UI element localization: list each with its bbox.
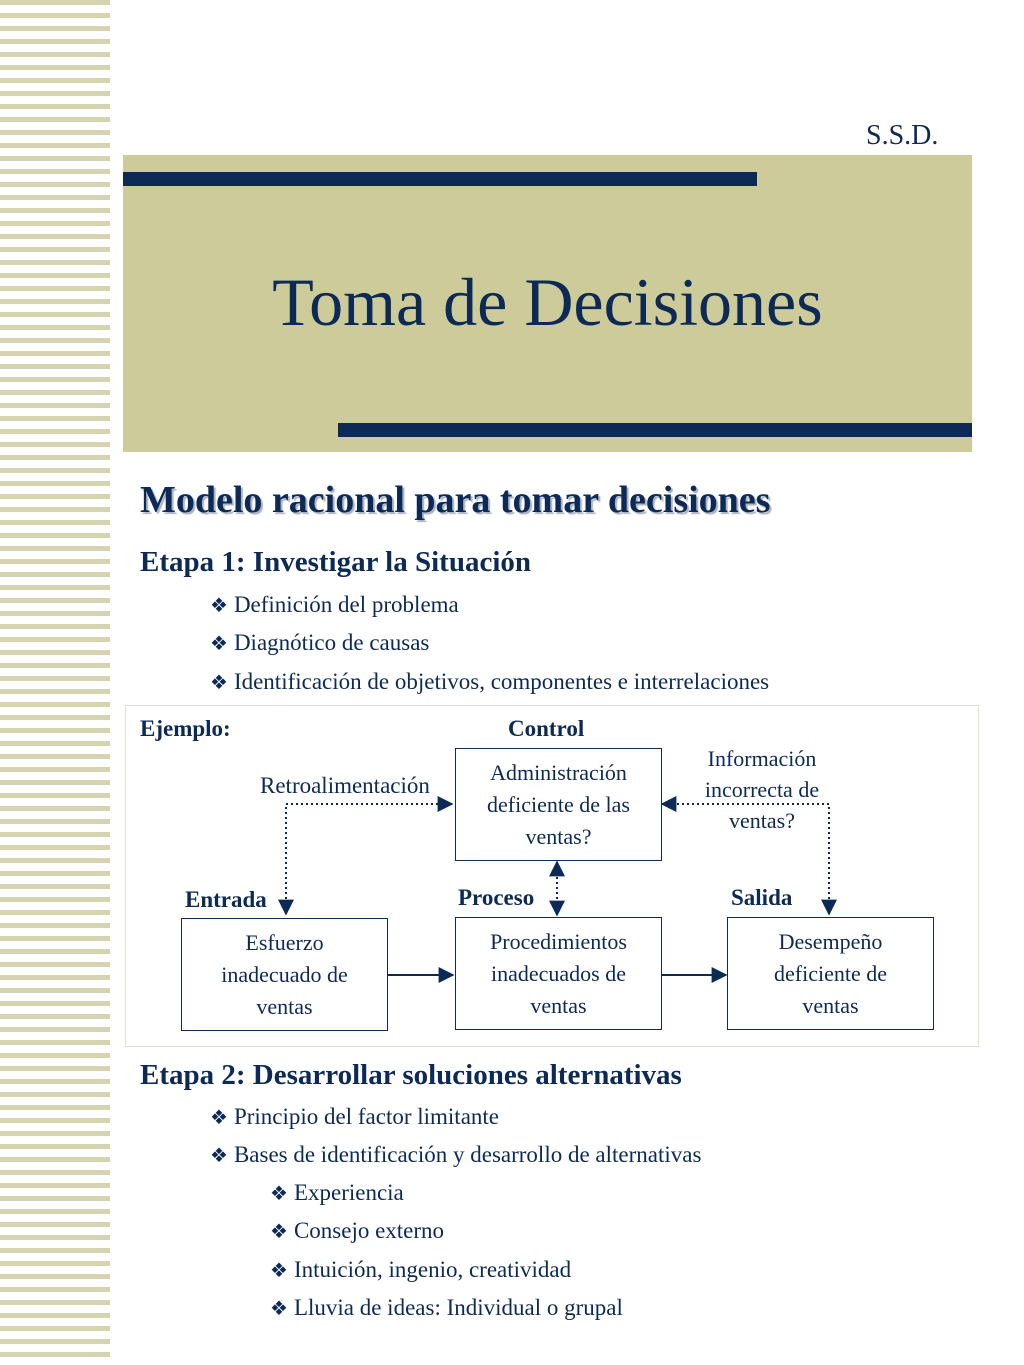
diamond-bullet-icon: ❖ [210, 672, 228, 694]
list-item: ❖ Bases de identificación y desarrollo de alternativas [210, 1142, 702, 1167]
sub-list-item: ❖ Intuición, ingenio, creatividad [270, 1257, 572, 1282]
sub-list-item: ❖ Consejo externo [270, 1218, 445, 1243]
diamond-bullet-icon: ❖ [210, 1145, 228, 1167]
stage1-title: Etapa 1: Investigar la Situación [140, 546, 532, 578]
diamond-bullet-icon: ❖ [270, 1260, 288, 1282]
process-label: Proceso [458, 885, 535, 910]
process-box: Procedimientos inadecuados de ventas [455, 917, 662, 1030]
slide-title: Toma de Decisiones [272, 264, 823, 340]
control-box: Administración deficiente de las ventas? [455, 748, 662, 861]
diamond-bullet-icon: ❖ [210, 633, 228, 655]
sub-list-item: ❖ Experiencia [270, 1180, 404, 1205]
feedback-label: Retroalimentación [260, 773, 430, 798]
list-item: ❖ Definición del problema [210, 592, 459, 617]
output-box: Desempeño deficiente de ventas [727, 917, 934, 1030]
arrow-feedback [286, 804, 452, 914]
diamond-bullet-icon: ❖ [210, 1107, 228, 1129]
sub-list-item: ❖ Lluvia de ideas: Individual o grupal [270, 1295, 623, 1320]
section-heading: Modelo racional para tomar decisiones [140, 479, 771, 521]
control-label: Control [508, 716, 585, 741]
diamond-bullet-icon: ❖ [210, 595, 228, 617]
list-item: ❖ Diagnótico de causas [210, 630, 430, 655]
diamond-bullet-icon: ❖ [270, 1298, 288, 1320]
list-item: ❖ Principio del factor limitante [210, 1104, 499, 1129]
diamond-bullet-icon: ❖ [270, 1183, 288, 1205]
stage2-title: Etapa 2: Desarrollar soluciones alternativas [140, 1059, 682, 1091]
output-label: Salida [731, 885, 793, 910]
diamond-bullet-icon: ❖ [270, 1221, 288, 1243]
author-initials: S.S.D. [866, 120, 939, 151]
info-text: Información incorrecta de ventas? [704, 746, 820, 833]
input-label: Entrada [185, 887, 267, 912]
example-label: Ejemplo: [140, 716, 231, 741]
input-box: Esfuerzo inadecuado de ventas [181, 918, 388, 1031]
list-item: ❖ Identificación de objetivos, componentes e interrelaciones [210, 669, 770, 694]
